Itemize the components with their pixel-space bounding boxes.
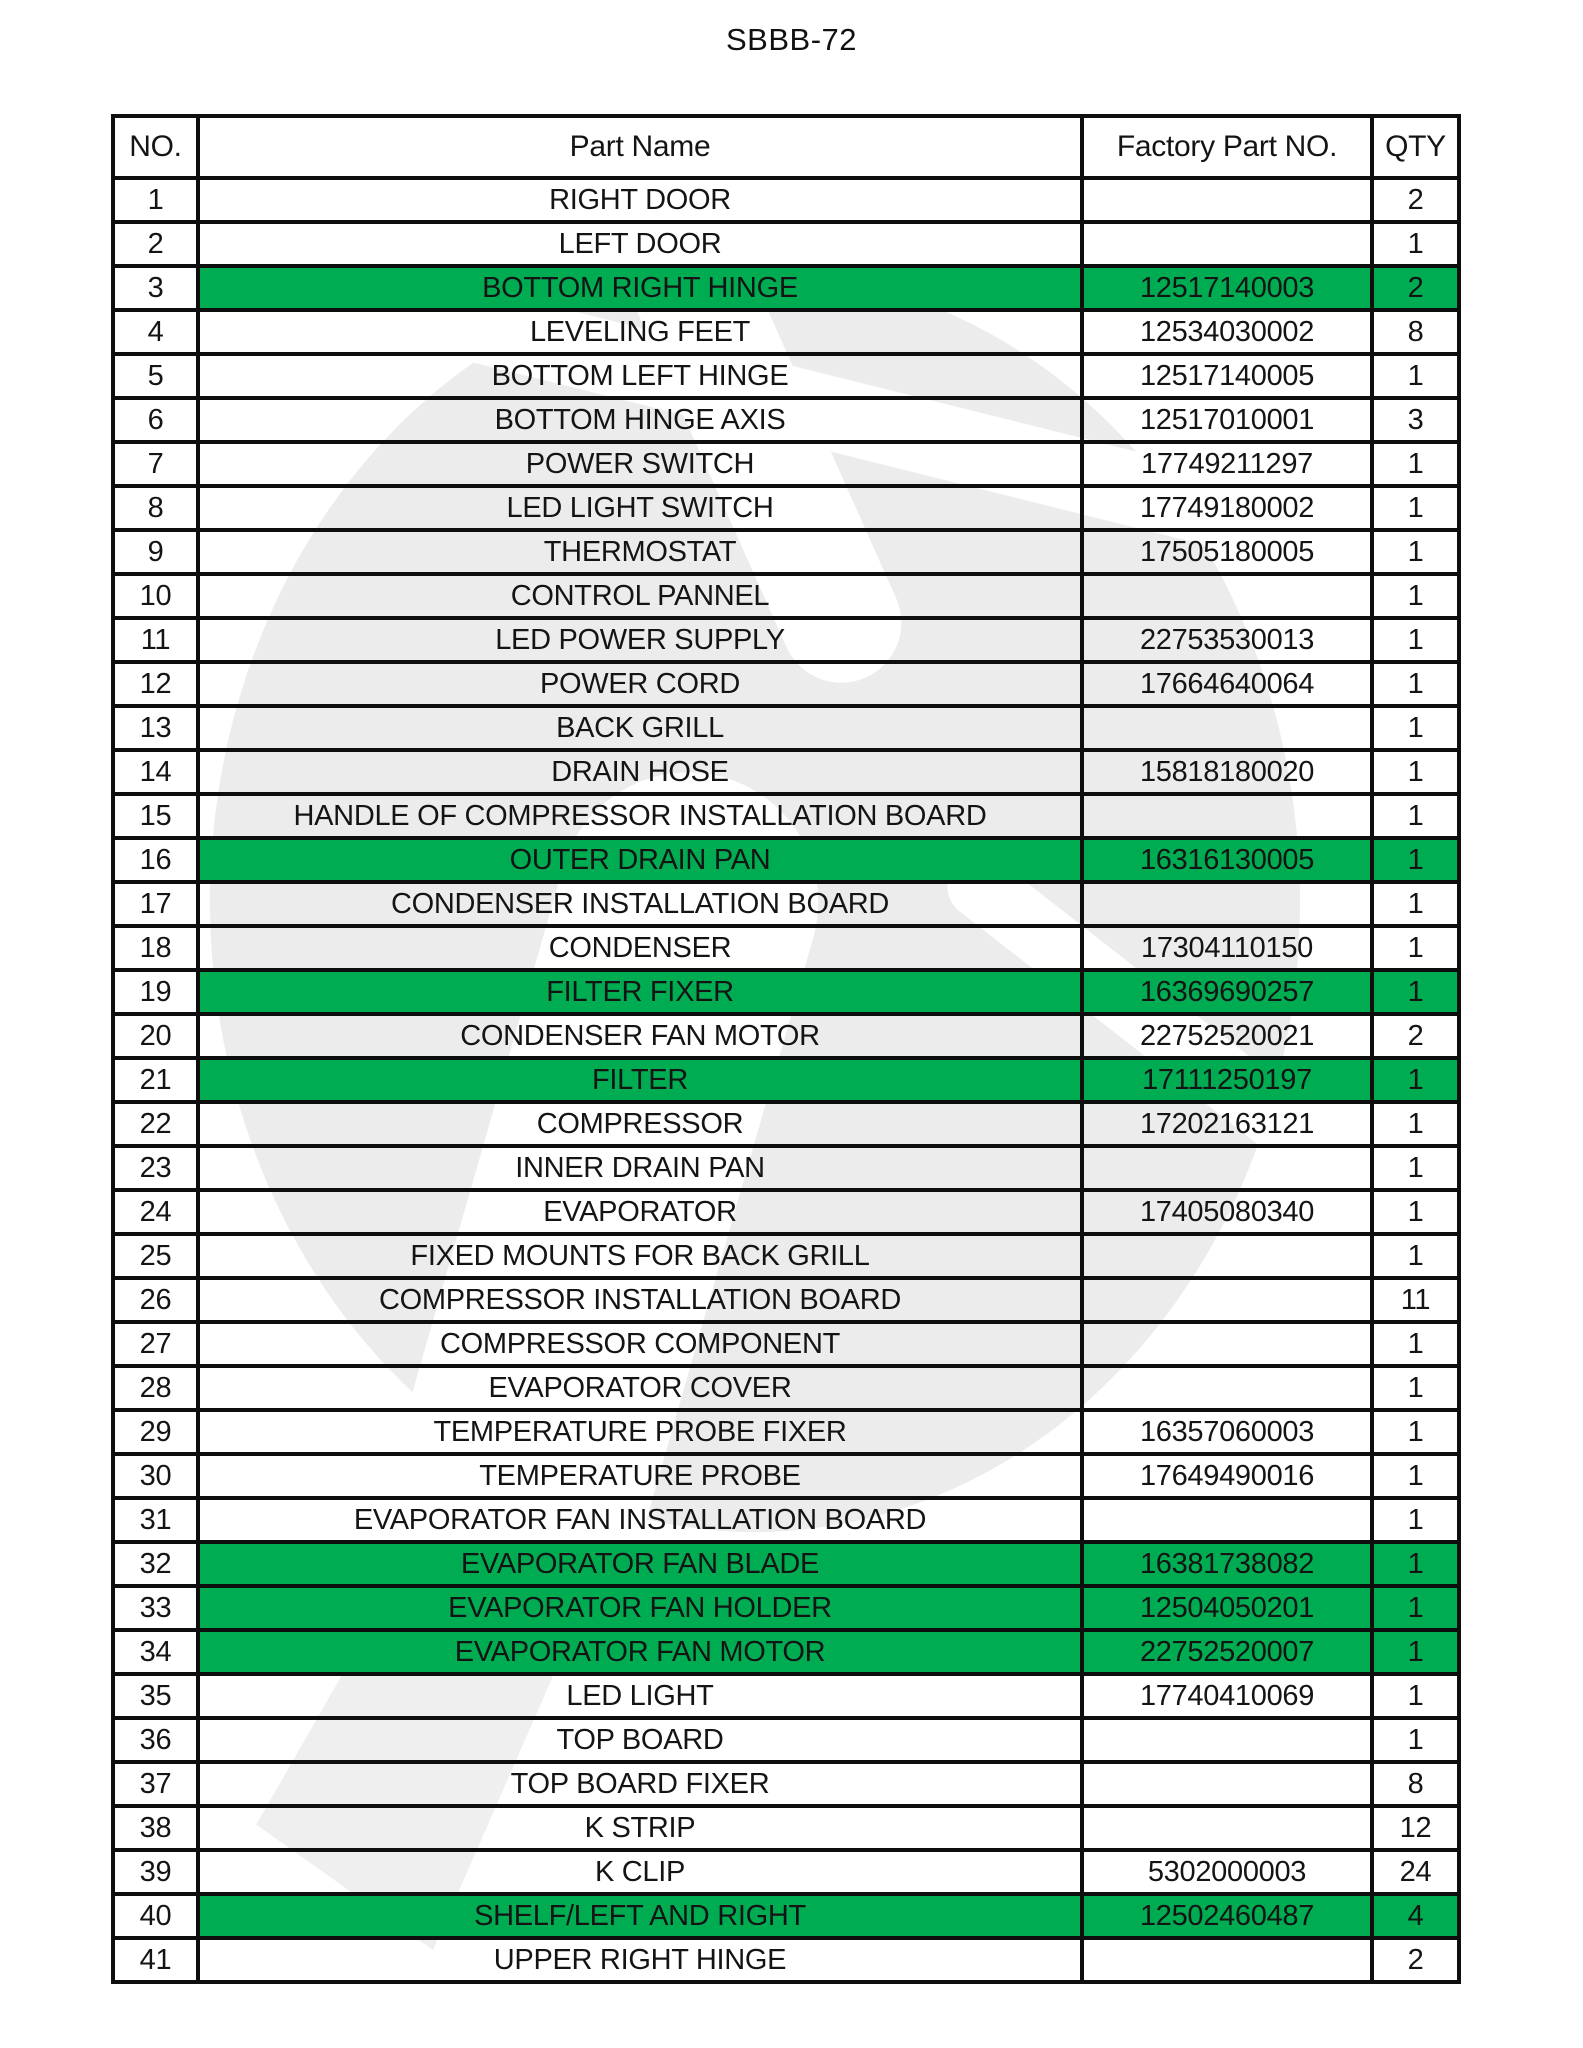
cell-no: 41 <box>113 1938 198 1982</box>
cell-factory <box>1082 706 1372 750</box>
table-row <box>113 574 1459 618</box>
column-header-name: Part Name <box>198 116 1082 178</box>
cell-factory: 22752520007 <box>1082 1630 1372 1674</box>
cell-factory: 17111250197 <box>1082 1058 1372 1102</box>
cell-name: FILTER FIXER <box>198 970 1082 1014</box>
table-header <box>113 116 1459 178</box>
cell-name: K CLIP <box>198 1850 1082 1894</box>
cell-factory: 17749180002 <box>1082 486 1372 530</box>
cell-no: 19 <box>113 970 198 1014</box>
cell-name: LED POWER SUPPLY <box>198 618 1082 662</box>
cell-factory: 12504050201 <box>1082 1586 1372 1630</box>
cell-name: EVAPORATOR FAN MOTOR <box>198 1630 1082 1674</box>
cell-qty: 2 <box>1372 1014 1459 1058</box>
cell-name: LEVELING FEET <box>198 310 1082 354</box>
table-row <box>113 354 1459 398</box>
column-header-no: NO. <box>113 116 198 178</box>
cell-no: 18 <box>113 926 198 970</box>
cell-qty: 3 <box>1372 398 1459 442</box>
table-row <box>113 1190 1459 1234</box>
cell-no: 15 <box>113 794 198 838</box>
table-row <box>113 266 1459 310</box>
cell-factory <box>1082 1938 1372 1982</box>
table-row <box>113 1630 1459 1674</box>
cell-factory <box>1082 574 1372 618</box>
cell-qty: 4 <box>1372 1894 1459 1938</box>
cell-name: TEMPERATURE PROBE <box>198 1454 1082 1498</box>
cell-no: 6 <box>113 398 198 442</box>
table-row <box>113 222 1459 266</box>
cell-qty: 1 <box>1372 1102 1459 1146</box>
table-row <box>113 1894 1459 1938</box>
cell-qty: 1 <box>1372 706 1459 750</box>
cell-name: CONTROL PANNEL <box>198 574 1082 618</box>
cell-name: COMPRESSOR <box>198 1102 1082 1146</box>
cell-factory: 15818180020 <box>1082 750 1372 794</box>
cell-no: 10 <box>113 574 198 618</box>
table-row <box>113 1234 1459 1278</box>
cell-name: CONDENSER INSTALLATION BOARD <box>198 882 1082 926</box>
column-header-factory: Factory Part NO. <box>1082 116 1372 178</box>
cell-no: 4 <box>113 310 198 354</box>
table-row <box>113 970 1459 1014</box>
table-row <box>113 618 1459 662</box>
cell-no: 8 <box>113 486 198 530</box>
cell-qty: 1 <box>1372 1366 1459 1410</box>
cell-name: CONDENSER <box>198 926 1082 970</box>
table-row <box>113 310 1459 354</box>
cell-qty: 1 <box>1372 1454 1459 1498</box>
cell-qty: 12 <box>1372 1806 1459 1850</box>
parts-table <box>111 114 1461 1984</box>
table-row <box>113 1850 1459 1894</box>
table-row <box>113 530 1459 574</box>
cell-no: 3 <box>113 266 198 310</box>
cell-no: 2 <box>113 222 198 266</box>
cell-factory: 17749211297 <box>1082 442 1372 486</box>
table-row <box>113 1454 1459 1498</box>
cell-name: BOTTOM LEFT HINGE <box>198 354 1082 398</box>
table-row <box>113 1498 1459 1542</box>
cell-no: 27 <box>113 1322 198 1366</box>
table-row <box>113 1366 1459 1410</box>
table-row <box>113 1014 1459 1058</box>
cell-no: 7 <box>113 442 198 486</box>
cell-no: 1 <box>113 178 198 222</box>
cell-no: 38 <box>113 1806 198 1850</box>
cell-name: OUTER DRAIN PAN <box>198 838 1082 882</box>
cell-factory: 16316130005 <box>1082 838 1372 882</box>
cell-no: 36 <box>113 1718 198 1762</box>
cell-name: DRAIN HOSE <box>198 750 1082 794</box>
cell-name: HANDLE OF COMPRESSOR INSTALLATION BOARD <box>198 794 1082 838</box>
cell-qty: 1 <box>1372 574 1459 618</box>
cell-qty: 1 <box>1372 882 1459 926</box>
cell-factory <box>1082 1366 1372 1410</box>
cell-no: 17 <box>113 882 198 926</box>
cell-factory: 17649490016 <box>1082 1454 1372 1498</box>
cell-name: EVAPORATOR FAN INSTALLATION BOARD <box>198 1498 1082 1542</box>
cell-factory: 22752520021 <box>1082 1014 1372 1058</box>
cell-qty: 1 <box>1372 1146 1459 1190</box>
cell-factory: 17405080340 <box>1082 1190 1372 1234</box>
table-row <box>113 1322 1459 1366</box>
table-row <box>113 1674 1459 1718</box>
cell-factory <box>1082 1762 1372 1806</box>
page-title: SBBB-72 <box>725 22 857 57</box>
cell-factory: 17664640064 <box>1082 662 1372 706</box>
cell-name: INNER DRAIN PAN <box>198 1146 1082 1190</box>
cell-no: 21 <box>113 1058 198 1102</box>
cell-no: 35 <box>113 1674 198 1718</box>
cell-factory: 16357060003 <box>1082 1410 1372 1454</box>
cell-qty: 1 <box>1372 1498 1459 1542</box>
cell-qty: 1 <box>1372 970 1459 1014</box>
cell-name: BOTTOM HINGE AXIS <box>198 398 1082 442</box>
cell-name: EVAPORATOR FAN HOLDER <box>198 1586 1082 1630</box>
cell-factory: 22753530013 <box>1082 618 1372 662</box>
table-row <box>113 1146 1459 1190</box>
cell-no: 13 <box>113 706 198 750</box>
cell-qty: 2 <box>1372 1938 1459 1982</box>
cell-qty: 2 <box>1372 266 1459 310</box>
cell-factory <box>1082 1806 1372 1850</box>
table-row <box>113 1058 1459 1102</box>
cell-qty: 1 <box>1372 926 1459 970</box>
cell-qty: 1 <box>1372 1674 1459 1718</box>
cell-name: EVAPORATOR FAN BLADE <box>198 1542 1082 1586</box>
table-row <box>113 442 1459 486</box>
cell-name: TOP BOARD FIXER <box>198 1762 1082 1806</box>
cell-name: LED LIGHT <box>198 1674 1082 1718</box>
cell-qty: 1 <box>1372 1234 1459 1278</box>
cell-name: CONDENSER FAN MOTOR <box>198 1014 1082 1058</box>
cell-name: BOTTOM RIGHT HINGE <box>198 266 1082 310</box>
cell-qty: 1 <box>1372 486 1459 530</box>
table-row <box>113 750 1459 794</box>
table-row <box>113 882 1459 926</box>
cell-qty: 1 <box>1372 1630 1459 1674</box>
cell-name: EVAPORATOR COVER <box>198 1366 1082 1410</box>
table-row <box>113 706 1459 750</box>
cell-factory <box>1082 1278 1372 1322</box>
cell-qty: 11 <box>1372 1278 1459 1322</box>
cell-name: EVAPORATOR <box>198 1190 1082 1234</box>
cell-qty: 2 <box>1372 178 1459 222</box>
cell-factory: 17505180005 <box>1082 530 1372 574</box>
cell-no: 12 <box>113 662 198 706</box>
table-row <box>113 926 1459 970</box>
cell-qty: 1 <box>1372 530 1459 574</box>
cell-no: 33 <box>113 1586 198 1630</box>
cell-no: 40 <box>113 1894 198 1938</box>
cell-no: 5 <box>113 354 198 398</box>
cell-qty: 1 <box>1372 618 1459 662</box>
cell-name: COMPRESSOR INSTALLATION BOARD <box>198 1278 1082 1322</box>
table-row <box>113 1278 1459 1322</box>
cell-no: 37 <box>113 1762 198 1806</box>
table-row <box>113 1762 1459 1806</box>
cell-factory <box>1082 1146 1372 1190</box>
cell-factory: 17202163121 <box>1082 1102 1372 1146</box>
cell-factory <box>1082 1498 1372 1542</box>
table-row <box>113 794 1459 838</box>
cell-no: 9 <box>113 530 198 574</box>
cell-qty: 1 <box>1372 1058 1459 1102</box>
cell-no: 29 <box>113 1410 198 1454</box>
table-row <box>113 838 1459 882</box>
table-row <box>113 662 1459 706</box>
cell-name: TOP BOARD <box>198 1718 1082 1762</box>
cell-qty: 8 <box>1372 1762 1459 1806</box>
cell-factory: 12534030002 <box>1082 310 1372 354</box>
cell-no: 14 <box>113 750 198 794</box>
cell-no: 20 <box>113 1014 198 1058</box>
cell-name: BACK GRILL <box>198 706 1082 750</box>
cell-no: 16 <box>113 838 198 882</box>
cell-no: 32 <box>113 1542 198 1586</box>
cell-factory <box>1082 178 1372 222</box>
cell-name: COMPRESSOR COMPONENT <box>198 1322 1082 1366</box>
column-header-qty: QTY <box>1372 116 1459 178</box>
cell-factory: 17304110150 <box>1082 926 1372 970</box>
cell-factory: 5302000003 <box>1082 1850 1372 1894</box>
table-row <box>113 1586 1459 1630</box>
cell-no: 11 <box>113 618 198 662</box>
header-row <box>113 116 1459 178</box>
cell-qty: 1 <box>1372 662 1459 706</box>
cell-qty: 1 <box>1372 442 1459 486</box>
cell-name: FIXED MOUNTS FOR BACK GRILL <box>198 1234 1082 1278</box>
cell-factory <box>1082 1322 1372 1366</box>
cell-name: FILTER <box>198 1058 1082 1102</box>
cell-qty: 1 <box>1372 1586 1459 1630</box>
table-row <box>113 1938 1459 1982</box>
cell-factory: 12502460487 <box>1082 1894 1372 1938</box>
cell-qty: 1 <box>1372 794 1459 838</box>
cell-qty: 1 <box>1372 1718 1459 1762</box>
table-body <box>113 178 1459 1982</box>
table-row <box>113 1102 1459 1146</box>
cell-qty: 1 <box>1372 838 1459 882</box>
cell-factory: 12517140005 <box>1082 354 1372 398</box>
cell-no: 25 <box>113 1234 198 1278</box>
cell-name: POWER SWITCH <box>198 442 1082 486</box>
table-row <box>113 486 1459 530</box>
table-row <box>113 1410 1459 1454</box>
cell-qty: 8 <box>1372 310 1459 354</box>
cell-factory: 16369690257 <box>1082 970 1372 1014</box>
cell-name: LEFT DOOR <box>198 222 1082 266</box>
cell-factory <box>1082 1718 1372 1762</box>
cell-name: POWER CORD <box>198 662 1082 706</box>
table-row <box>113 178 1459 222</box>
cell-name: THERMOSTAT <box>198 530 1082 574</box>
cell-qty: 1 <box>1372 1322 1459 1366</box>
cell-no: 28 <box>113 1366 198 1410</box>
cell-no: 22 <box>113 1102 198 1146</box>
table-row <box>113 1542 1459 1586</box>
table-row <box>113 1718 1459 1762</box>
cell-no: 30 <box>113 1454 198 1498</box>
cell-name: K STRIP <box>198 1806 1082 1850</box>
cell-factory: 17740410069 <box>1082 1674 1372 1718</box>
cell-qty: 1 <box>1372 750 1459 794</box>
cell-no: 23 <box>113 1146 198 1190</box>
cell-name: SHELF/LEFT AND RIGHT <box>198 1894 1082 1938</box>
cell-no: 34 <box>113 1630 198 1674</box>
cell-qty: 1 <box>1372 1190 1459 1234</box>
cell-factory: 16381738082 <box>1082 1542 1372 1586</box>
cell-no: 39 <box>113 1850 198 1894</box>
cell-factory <box>1082 1234 1372 1278</box>
cell-qty: 1 <box>1372 1542 1459 1586</box>
cell-name: LED LIGHT SWITCH <box>198 486 1082 530</box>
cell-no: 26 <box>113 1278 198 1322</box>
cell-factory: 12517010001 <box>1082 398 1372 442</box>
cell-qty: 24 <box>1372 1850 1459 1894</box>
cell-factory <box>1082 222 1372 266</box>
cell-qty: 1 <box>1372 1410 1459 1454</box>
cell-qty: 1 <box>1372 354 1459 398</box>
cell-name: TEMPERATURE PROBE FIXER <box>198 1410 1082 1454</box>
cell-factory <box>1082 794 1372 838</box>
cell-factory: 12517140003 <box>1082 266 1372 310</box>
table-row <box>113 1806 1459 1850</box>
cell-no: 31 <box>113 1498 198 1542</box>
cell-name: RIGHT DOOR <box>198 178 1082 222</box>
table-row <box>113 398 1459 442</box>
cell-name: UPPER RIGHT HINGE <box>198 1938 1082 1982</box>
cell-no: 24 <box>113 1190 198 1234</box>
cell-qty: 1 <box>1372 222 1459 266</box>
cell-factory <box>1082 882 1372 926</box>
